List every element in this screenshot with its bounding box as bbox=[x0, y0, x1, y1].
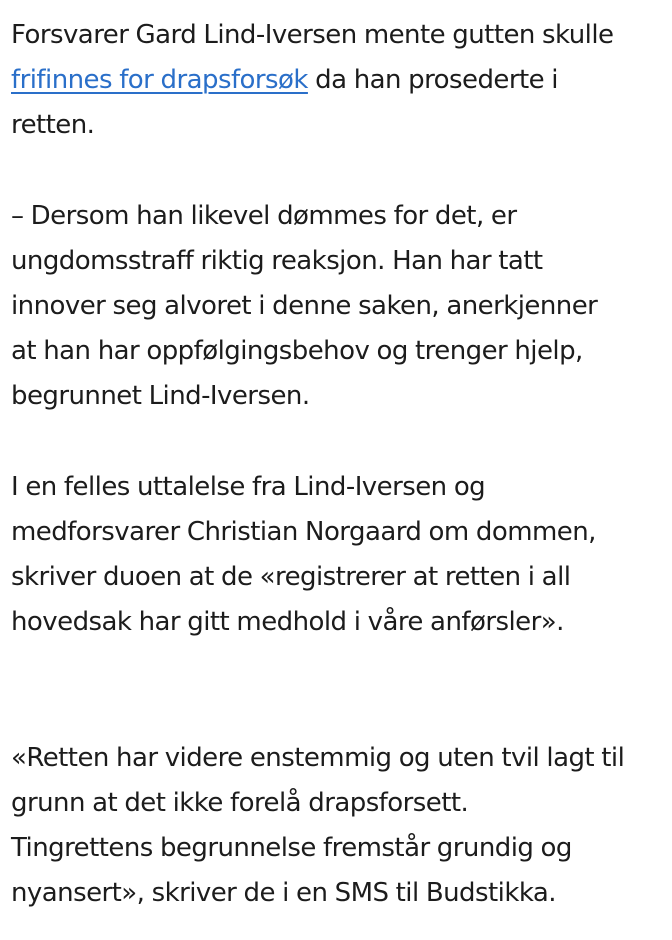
paragraph-defense-argument bbox=[11, 13, 663, 148]
article-link-frifinnes[interactable]: frifinnes for drapsforsøk bbox=[11, 65, 308, 95]
text-line: nyansert», skriver de i en SMS til Budstikka. bbox=[11, 878, 556, 908]
text-line: «Retten har videre enstemmig og uten tvil lagt til bbox=[11, 743, 625, 773]
text-line: skriver duoen at de «registrerer at retten i all bbox=[11, 562, 571, 592]
text-line: retten. bbox=[11, 110, 95, 140]
text-line: innover seg alvoret i denne saken, anerkjenner bbox=[11, 291, 598, 321]
article-body bbox=[11, 13, 663, 916]
text-line: medforsvarer Christian Norgaard om dommen, bbox=[11, 517, 596, 547]
text-line: at han har oppfølgingsbehov og trenger hjelp, bbox=[11, 336, 583, 366]
text-line: I en felles uttalelse fra Lind-Iversen og bbox=[11, 472, 486, 502]
text-line: – Dersom han likevel dømmes for det, er bbox=[11, 201, 517, 231]
text-line: hovedsak har gitt medhold i våre anførsler». bbox=[11, 607, 564, 637]
paragraph-joint-statement bbox=[11, 465, 663, 645]
text-line bbox=[11, 58, 663, 103]
text-line: begrunnet Lind-Iversen. bbox=[11, 381, 310, 411]
text-line: Tingrettens begrunnelse fremstår grundig og bbox=[11, 833, 572, 863]
paragraph-spacer bbox=[11, 645, 663, 736]
paragraph-spacer bbox=[11, 419, 663, 465]
paragraph-sms-quote bbox=[11, 736, 663, 916]
text-line: grunn at det ikke forelå drapsforsett. bbox=[11, 788, 469, 818]
paragraph-spacer bbox=[11, 148, 663, 194]
text-line: Forsvarer Gard Lind-Iversen mente gutten skulle bbox=[11, 20, 614, 50]
text-line: ungdomsstraff riktig reaksjon. Han har tatt bbox=[11, 246, 543, 276]
text-fragment: da han prosederte i bbox=[307, 65, 558, 95]
paragraph-quote-defender bbox=[11, 194, 663, 419]
